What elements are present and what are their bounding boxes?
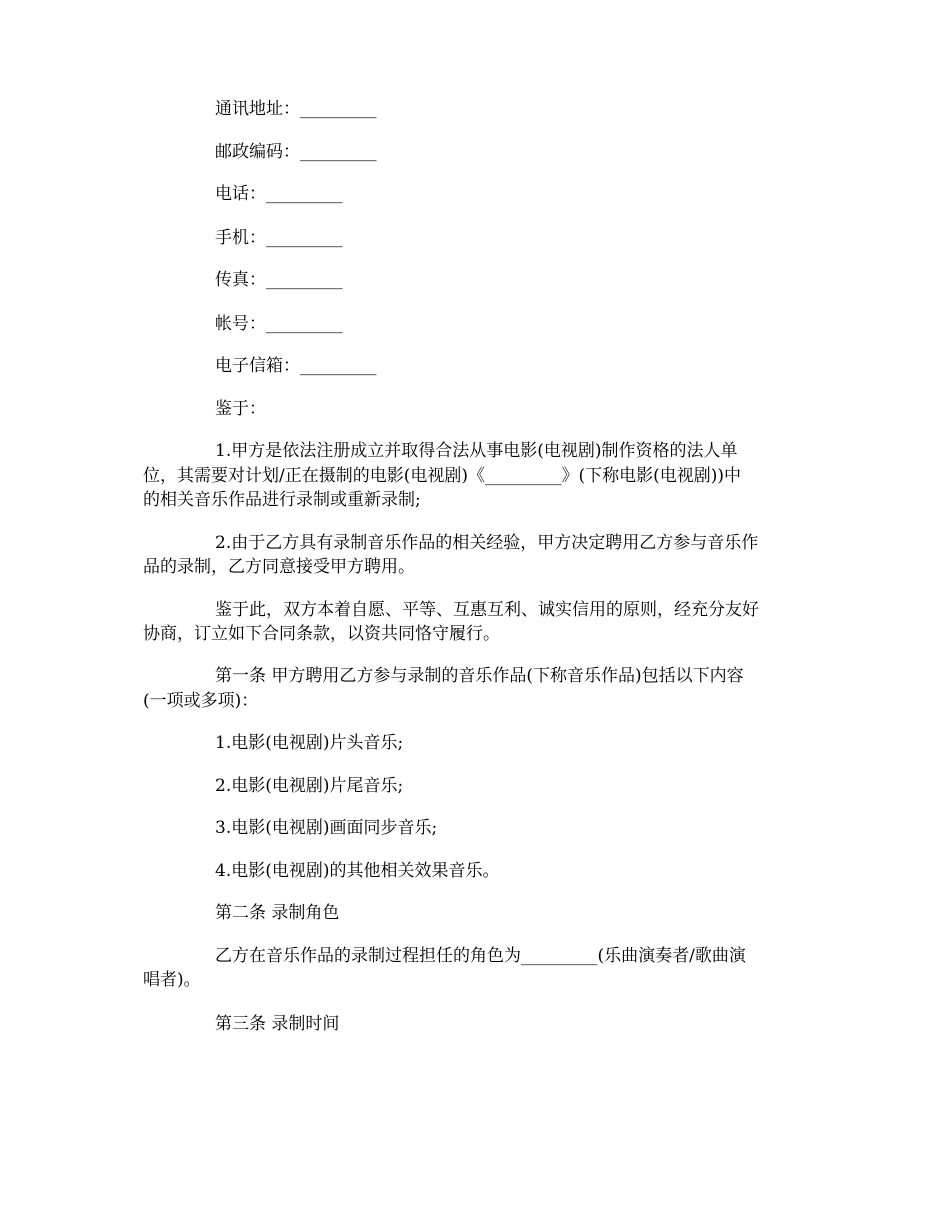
recital-2-line-2: 品的录制，乙方同意接受甲方聘用。 — [143, 557, 415, 577]
field-mobile: 手机：_________ — [215, 228, 343, 248]
field-fax: 传真：_________ — [215, 270, 343, 290]
recital-2-line-1: 2.由于乙方具有录制音乐作品的相关经验，甲方决定聘用乙方参与音乐作 — [215, 533, 759, 553]
article-1-item-1: 1.电影(电视剧)片头音乐; — [215, 733, 404, 753]
article-1-line-1: 第一条 甲方聘用乙方参与录制的音乐作品(下称音乐作品)包括以下内容 — [215, 666, 744, 686]
article-3-heading: 第三条 录制时间 — [215, 1014, 340, 1034]
article-1-item-2: 2.电影(电视剧)片尾音乐; — [215, 776, 404, 796]
article-1-item-3: 3.电影(电视剧)画面同步音乐; — [215, 818, 438, 838]
field-phone: 电话：_________ — [215, 184, 343, 204]
article-2-heading: 第二条 录制角色 — [215, 903, 340, 923]
recitals-heading: 鉴于： — [215, 399, 266, 419]
field-mailing-address: 通讯地址：_________ — [215, 99, 377, 119]
article-2-line-2: 唱者)。 — [143, 970, 201, 990]
recital-1-line-3: 的相关音乐作品进行录制或重新录制; — [143, 490, 421, 510]
article-1-item-4: 4.电影(电视剧)的其他相关效果音乐。 — [215, 861, 500, 881]
article-1-line-2: (一项或多项)： — [143, 691, 259, 711]
field-email: 电子信箱：_________ — [215, 356, 377, 376]
article-2-line-1: 乙方在音乐作品的录制过程担任的角色为_________(乐曲演奏者/歌曲演 — [215, 946, 746, 966]
recital-1-line-1: 1.甲方是依法注册成立并取得合法从事电影(电视剧)制作资格的法人单 — [215, 441, 738, 461]
field-account: 帐号：_________ — [215, 314, 343, 334]
field-postal-code: 邮政编码：_________ — [215, 142, 377, 162]
recital-1-line-2: 位，其需要对计划/正在摄制的电影(电视剧)《_________》(下称电影(电视剧))中 — [143, 466, 742, 486]
whereas-paragraph-line-1: 鉴于此，双方本着自愿、平等、互惠互利、诚实信用的原则，经充分友好 — [215, 600, 759, 620]
whereas-paragraph-line-2: 协商，订立如下合同条款，以资共同恪守履行。 — [143, 624, 500, 644]
